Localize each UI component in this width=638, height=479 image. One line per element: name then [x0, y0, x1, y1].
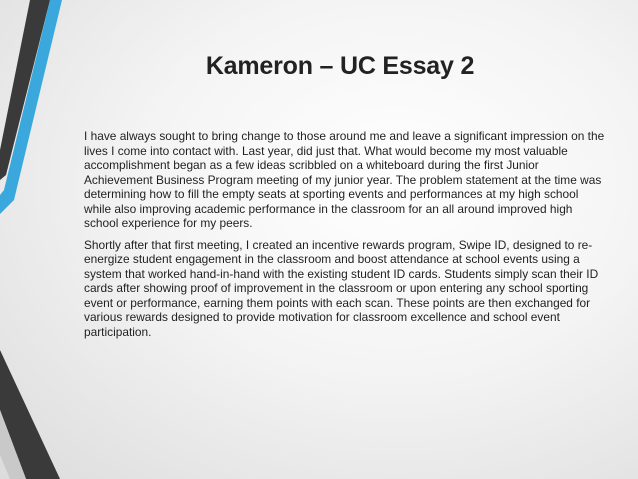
slide-title: Kameron – UC Essay 2 — [205, 52, 475, 80]
slide-body — [84, 129, 606, 346]
body-paragraph-1: I have always sought to bring change to those around me and leave a significant impression on the lives I come into contact with. Last year, did just that. What would become my most valuable accomplishment began as a few ideas scribbled on a whiteboard during the first Junior Achievement Business Program meeting of my junior year. The problem statement at the time was determining how to fill the empty seats at sporting events and performances at my high school while also improving academic performance in the classroom for an all around improved high school experience for my peers. — [84, 129, 605, 230]
body-paragraph-2: Shortly after that first meeting, I created an incentive rewards program, Swipe ID, designed to re-energize student engagement in the classroom and boost attendance at school events using a system that worked hand-in-hand with the existing student ID cards. Students simply scan their ID cards after showing proof of improvement in the classroom or upon entering any school sporting event or performance, earning them points with each scan. These points are then exchanged for various rewards designed to provide motivation for classroom excellence and school event participation. — [84, 237, 599, 339]
